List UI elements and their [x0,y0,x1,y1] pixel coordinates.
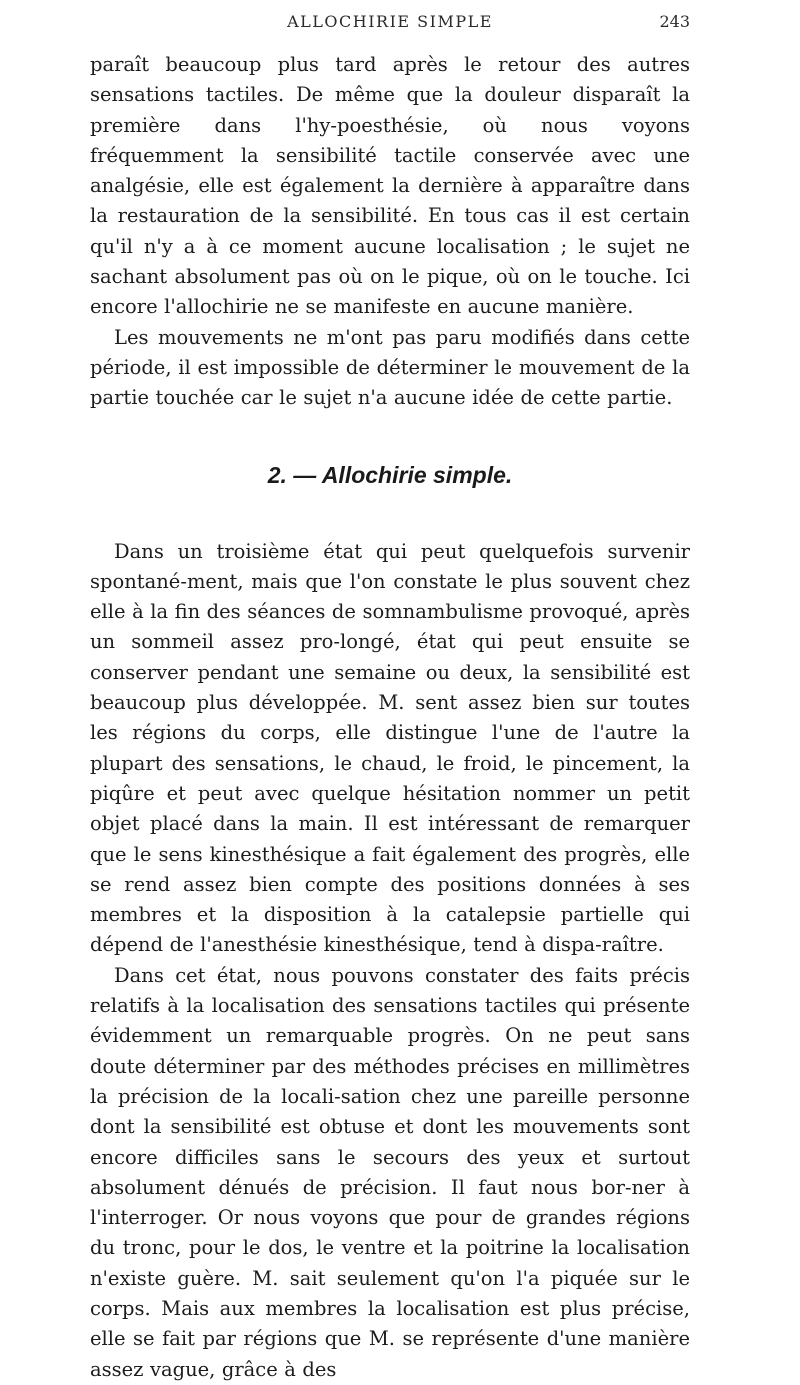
paragraph-localisation: Dans cet état, nous pouvons constater des faits précis relatifs à la localisation des sensations tactiles qui présente évidemment un remarquable progrès. On ne peut sans doute déterminer par des méthodes précises en millimètres la précision de la locali-sation chez une pareille personne dont la sensibilité est obtuse et dont les mouvements sont encore difficiles sans le secours des yeux et surtout absolument dénués de précision. Il faut nous bor-ner à l'interroger. Or nous voyons que pour de grandes régions du tronc, pour le dos, le ventre et la poitrine la localisation n'existe guère. M. sait seulement qu'on l'a piquée sur le corps. Mais aux membres la localisation est plus précise, elle se fait par régions que M. se représente d'une manière assez vague, grâce à des [90,963,690,1381]
running-title: ALLOCHIRIE SIMPLE [287,12,493,31]
body-text [90,50,690,1385]
paragraph-continued: paraît beaucoup plus tard après le retour des autres sensations tactiles. De même que la douleur disparaît la première dans l'hy-poesthésie, où nous voyons fréquemment la sensibilité tactile conservée avec une analgésie, elle est également la dernière à apparaître dans la restauration de la sensibilité. En tous cas il est certain qu'il n'y a à ce moment aucune localisation ; le sujet ne sachant absolument pas où on le pique, où on le touche. Ici encore l'allochirie ne se manifeste en aucune manière. [90,53,690,319]
running-header [90,12,690,38]
page-number: 243 [659,12,690,31]
section-heading: 2. — Allochirie simple. [267,461,513,488]
paragraph-third-state: Dans un troisième état qui peut quelquefois survenir spontané-ment, mais que l'on constate le plus souvent chez elle à la fin des séances de somnambulisme provoqué, après un sommeil assez pro-longé, état qui peut ensuite se conserver pendant une semaine ou deux, la sensibilité est beaucoup plus développée. M. sent assez bien sur toutes les régions du corps, elle distingue l'une de l'autre la plupart des sensations, le chaud, le froid, le pincement, la piqûre et peut avec quelque hésitation nommer un petit objet placé dans la main. Il est intéressant de remarquer que le sens kinesthésique a fait également des progrès, elle se rend assez bien compte des positions données à ses membres et la disposition à la catalepsie partielle qui dépend de l'anesthésie kinesthésique, tend à dispa-raître. [90,539,690,957]
paragraph-movements: Les mouvements ne m'ont pas paru modifiés dans cette période, il est impossible de déterminer le mouvement de la partie touchée car le sujet n'a aucune idée de cette partie. [90,325,690,410]
